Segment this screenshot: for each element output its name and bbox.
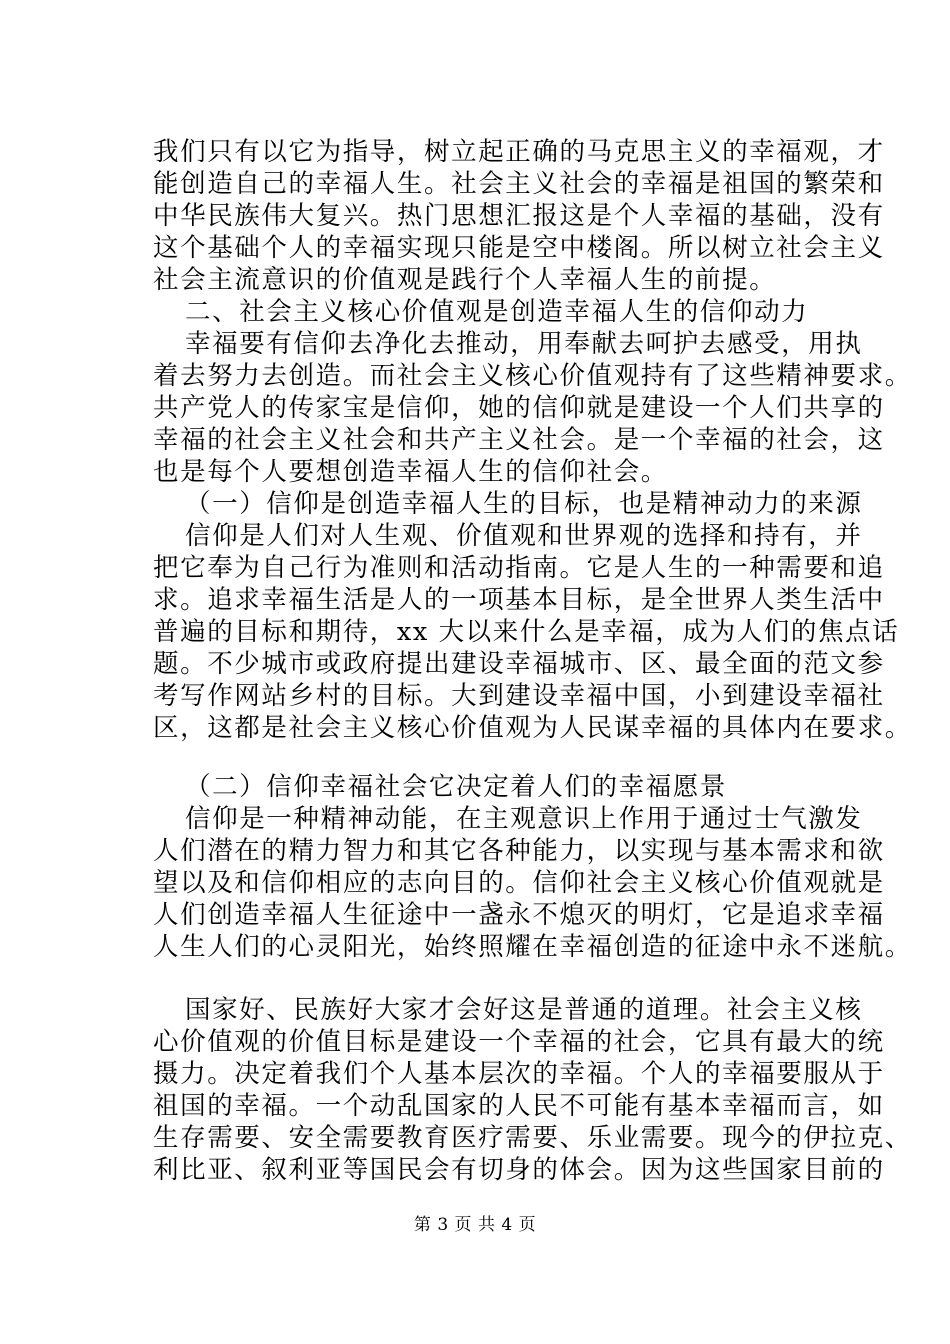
text-line: 中华民族伟大复兴。热门思想汇报这是个人幸福的基础，没有 [153,201,885,231]
text-line: 国家好、民族好大家才会好这是普通的道理。社会主义核 [185,995,863,1025]
text-line: 望以及和信仰相应的志向目的。信仰社会主义核心价值观就是 [153,868,885,898]
subsection-heading: （二）信仰幸福社会它决定着人们的幸福愿景 [185,772,728,802]
text-line: 信仰是一种精神动能，在主观意识上作用于通过士气激发 [185,804,863,834]
text-line: 也是每个人要想创造幸福人生的信仰社会。 [153,457,668,487]
text-line: 共产党人的传家宝是信仰，她的信仰就是建设一个人们共享的 [153,393,885,423]
text-line: 人们创造幸福人生征途中一盏永不熄灭的明灯，它是追求幸福 [153,900,885,930]
text-line: 祖国的幸福。一个动乱国家的人民不可能有基本幸福而言，如 [153,1091,885,1121]
text-line: 区，这都是社会主义核心价值观为人民谋幸福的具体内在要求。 [153,713,912,743]
section-heading: 二、社会主义核心价值观是创造幸福人生的信仰动力 [185,297,809,327]
text-line: 着去努力去创造。而社会主义核心价值观持有了这些精神要求。 [153,361,912,391]
text-line: 生存需要、安全需要教育医疗需要、乐业需要。现今的伊拉克、 [153,1123,912,1153]
text-line: 利比亚、叙利亚等国民会有切身的体会。因为这些国家目前的 [153,1155,885,1185]
text-line: 幸福的社会主义社会和共产主义社会。是一个幸福的社会，这 [153,425,885,455]
text-line: 这个基础个人的幸福实现只能是空中楼阁。所以树立社会主义 [153,233,885,263]
text-line: 人生人们的心灵阳光，始终照耀在幸福创造的征途中永不迷航。 [153,932,912,962]
subsection-heading: （一）信仰是创造幸福人生的目标，也是精神动力的来源 [185,489,863,519]
page-footer: 第 3 页 共 4 页 [413,1215,537,1235]
text-line: 社会主流意识的价值观是践行个人幸福人生的前提。 [153,265,777,295]
text-line: 考写作网站乡村的目标。大到建设幸福中国，小到建设幸福社 [153,681,885,711]
text-line: 信仰是人们对人生观、价值观和世界观的选择和持有，并 [185,521,863,551]
text-line: 能创造自己的幸福人生。社会主义社会的幸福是祖国的繁荣和 [153,169,885,199]
text-line: 求。追求幸福生活是人的一项基本目标，是全世界人类生活中 [153,585,885,615]
text-line: 幸福要有信仰去净化去推动，用奉献去呵护去感受，用执 [185,329,863,359]
text-line: 摄力。决定着我们个人基本层次的幸福。个人的幸福要服从于 [153,1059,885,1089]
text-line: 我们只有以它为指导，树立起正确的马克思主义的幸福观，才 [153,137,885,167]
text-line: 人们潜在的精力智力和其它各种能力，以实现与基本需求和欲 [153,836,885,866]
text-line: 普遍的目标和期待，xx 大以来什么是幸福，成为人们的焦点话 [153,617,900,647]
text-line: 心价值观的价值目标是建设一个幸福的社会，它具有最大的统 [153,1027,885,1057]
text-line: 题。不少城市或政府提出建设幸福城市、区、最全面的范文参 [153,649,885,679]
text-line: 把它奉为自己行为准则和活动指南。它是人生的一种需要和追 [153,553,885,583]
